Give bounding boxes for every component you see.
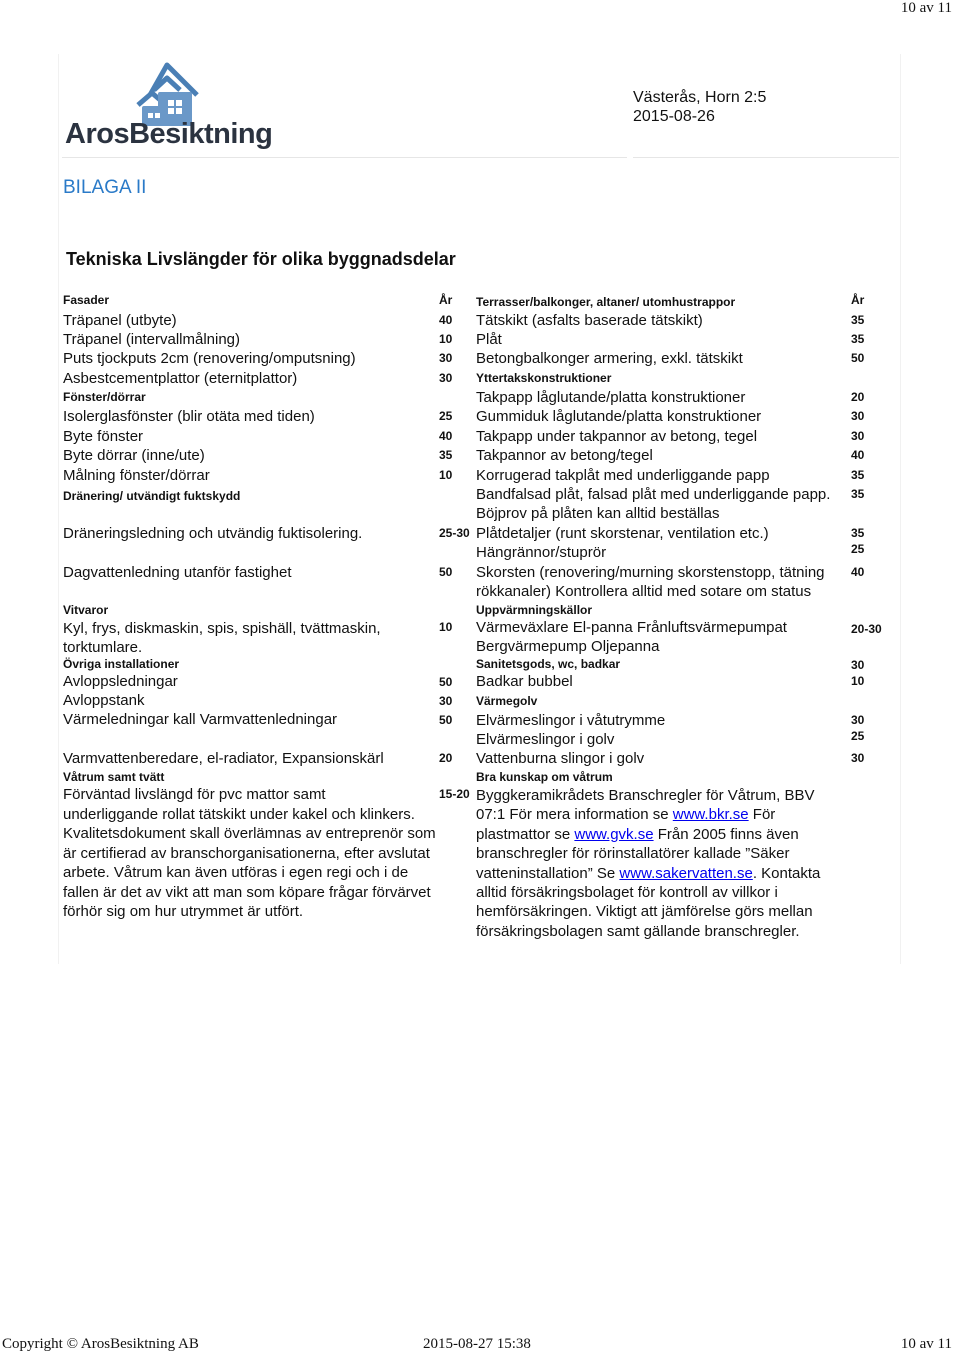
list-item: Puts tjockputs 2cm (renovering/omputsning) — [63, 350, 356, 367]
list-item: Tätskikt (asfalts baserade tätskikt) — [476, 312, 703, 329]
list-item: Betongbalkonger armering, exkl. tätskikt — [476, 350, 743, 367]
section-yttertak: Yttertakskonstruktioner — [476, 371, 612, 385]
header-divider-left — [62, 157, 627, 158]
sakervatten-link[interactable]: www.sakervatten.se — [619, 864, 753, 882]
lifespan-value: 25 — [439, 409, 453, 423]
lifespan-value: 35 — [851, 332, 865, 346]
list-item: Avloppsledningar — [63, 673, 178, 690]
page-number-top: 10 av 11 — [900, 0, 952, 16]
section-vitvaror: Vitvaror — [63, 603, 109, 617]
list-item: Elvärmeslingor i golv — [476, 731, 615, 748]
page-title: Tekniska Livslängder för olika byggnadsdelar — [66, 249, 456, 269]
lifespan-value: 35 — [851, 313, 865, 327]
address: Västerås, Horn 2:5 — [633, 89, 767, 106]
lifespan-value: 30 — [851, 658, 865, 672]
list-item: Värmeledningar kall Varmvattenledningar — [63, 711, 338, 728]
lifespan-value: 50 — [439, 675, 453, 689]
vatrum-info-paragraph — [476, 786, 846, 941]
list-item: Byte dörrar (inne/ute) — [63, 447, 205, 464]
lifespan-value: 30 — [851, 751, 865, 765]
list-item: Bandfalsad plåt, falsad plåt med underliggande papp. — [476, 486, 831, 503]
section-dranering: Dränering/ utvändigt fuktskydd — [63, 489, 241, 503]
lifespan-value: 35 — [851, 468, 865, 482]
lifespan-value: 30 — [439, 351, 453, 365]
list-item: Plåtdetaljer (runt skorstenar, ventilation etc.) — [476, 525, 769, 542]
lifespan-value: 30 — [851, 409, 865, 423]
lifespan-value: 30 — [851, 429, 865, 443]
list-item: Dräneringsledning och utvändig fuktisolering. — [63, 525, 363, 542]
list-item: Isolerglasfönster (blir otäta med tiden) — [63, 408, 315, 425]
gvk-link[interactable]: www.gvk.se — [574, 825, 654, 843]
section-terrasser: Terrasser/balkonger, altaner/ utomhustrappor — [476, 295, 736, 309]
lifespan-value: 20 — [851, 390, 865, 404]
lifespan-value: 20 — [439, 751, 453, 765]
list-item: Elvärmeslingor i våtutrymme — [476, 712, 666, 729]
list-item: Vattenburna slingor i golv — [476, 750, 645, 767]
list-item: Gummiduk låglutande/platta konstruktioner — [476, 408, 762, 425]
lifespan-value: 15-20 — [439, 787, 470, 801]
paragraph-text: För plastmattor se — [476, 806, 776, 843]
lifespan-value: 35 — [851, 526, 865, 540]
list-item-continued: torktumlare. — [63, 639, 143, 656]
list-item: Asbestcementplattor (eternitplattor) — [63, 370, 298, 387]
list-item: Badkar bubbel — [476, 673, 573, 690]
lifespan-value: 20-30 — [851, 622, 882, 636]
paragraph-text: Byggkeramikrådets Branschregler för Våtrum, BBV 07:1 För mera information se — [476, 787, 815, 824]
lifespan-value: 25-30 — [439, 526, 470, 540]
list-item: Kyl, frys, diskmaskin, spis, spishäll, tvättmaskin, — [63, 620, 381, 637]
list-item: Takpapp under takpannor av betong, tegel — [476, 428, 758, 445]
year-header-right: År — [851, 293, 865, 307]
lifespan-value: 35 — [851, 487, 865, 501]
list-item: Varmvattenberedare, el-radiator, Expansionskärl — [63, 750, 384, 767]
lifespan-value: 25 — [851, 729, 865, 743]
lifespan-value: 30 — [439, 371, 453, 385]
lifespan-value: 50 — [851, 351, 865, 365]
section-sanitet: Sanitetsgods, wc, badkar — [476, 657, 621, 671]
section-fasader: Fasader — [63, 293, 110, 307]
list-item: Dagvattenledning utanför fastighet — [63, 564, 292, 581]
list-item: Värmeväxlare El-panna Frånluftsvärmepumpat — [476, 619, 787, 636]
list-item: Förväntad livslängd för pvc mattor samt — [63, 786, 326, 803]
logo-text: ArosBesiktning — [65, 118, 273, 150]
list-item-continued: Bergvärmepump Oljepanna — [476, 638, 660, 655]
lifespan-value: 50 — [439, 565, 453, 579]
footer-page-number: 10 av 11 — [900, 1336, 952, 1352]
vatrum-description: underliggande rollat tätskikt under kakel och klinkers. Kvalitetsdokument skall överlämnas av entreprenör som är certifierad av branschorganisationerna, efter avslutat arbete. Våtrum kan även utföras i egen regi och i de fallen är det av vikt att man som köpare frågar förvärvet förhör sig om hur utrymmet är utfört. — [63, 806, 436, 921]
footer-copyright: Copyright © ArosBesiktning AB — [2, 1336, 199, 1352]
section-fonster: Fönster/dörrar — [63, 390, 146, 404]
lifespan-value: 25 — [851, 542, 865, 556]
paragraph-text: . Kontakta alltid försäkringsbolaget för kontroll av villkor i hemförsäkringen. Viktigt att jämförelse görs mellan försäkringsbolagen samt gällande branschregler. — [476, 864, 821, 940]
section-varmegolv: Värmegolv — [476, 694, 538, 708]
section-uppvarmning: Uppvärmningskällor — [476, 603, 593, 617]
list-item: Byte fönster — [63, 428, 144, 445]
lifespan-value: 50 — [439, 713, 453, 727]
list-item: Avloppstank — [63, 692, 145, 709]
lifespan-value: 40 — [851, 565, 865, 579]
lifespan-value: 30 — [851, 713, 865, 727]
document-date: 2015-08-26 — [633, 108, 715, 125]
bkr-link[interactable]: www.bkr.se — [672, 806, 749, 824]
section-ovriga: Övriga installationer — [63, 657, 180, 671]
list-item: Skorsten (renovering/murning skorstenstopp, tätning — [476, 564, 825, 581]
list-item: Målning fönster/dörrar — [63, 467, 210, 484]
list-item: Träpanel (utbyte) — [63, 312, 177, 329]
lifespan-value: 35 — [439, 448, 453, 462]
list-item: Takpannor av betong/tegel — [476, 447, 653, 464]
list-item: Plåt — [476, 331, 502, 348]
list-item-continued: rökkanaler) Kontrollera alltid med sotare om status — [476, 583, 812, 600]
lifespan-value: 40 — [439, 313, 453, 327]
lifespan-value: 10 — [439, 468, 453, 482]
list-item: Hängrännor/stuprör — [476, 544, 607, 561]
appendix-title: BILAGA II — [63, 177, 147, 198]
lifespan-value: 30 — [439, 694, 453, 708]
list-item: Träpanel (intervallmålning) — [63, 331, 241, 348]
lifespan-value: 10 — [439, 620, 453, 634]
header-divider-right — [633, 157, 899, 158]
list-item: Takpapp låglutande/platta konstruktioner — [476, 389, 746, 406]
list-item-note: Böjprov på plåten kan alltid beställas — [476, 505, 720, 522]
list-item: Korrugerad takplåt med underliggande papp — [476, 467, 770, 484]
lifespan-value: 40 — [439, 429, 453, 443]
company-logo — [62, 60, 272, 155]
lifespan-value: 40 — [851, 448, 865, 462]
section-vatrum: Våtrum samt tvätt — [63, 770, 165, 784]
lifespan-value: 10 — [851, 674, 865, 688]
lifespan-value: 10 — [439, 332, 453, 346]
paragraph-text: Från 2005 finns även branschregler för rörinstallatörer kallade ”Säker vatteninstallation” Se — [476, 825, 799, 882]
footer-timestamp: 2015-08-27 15:38 — [423, 1336, 531, 1352]
year-header-left: År — [439, 293, 453, 307]
section-bra-kunskap: Bra kunskap om våtrum — [476, 770, 613, 784]
